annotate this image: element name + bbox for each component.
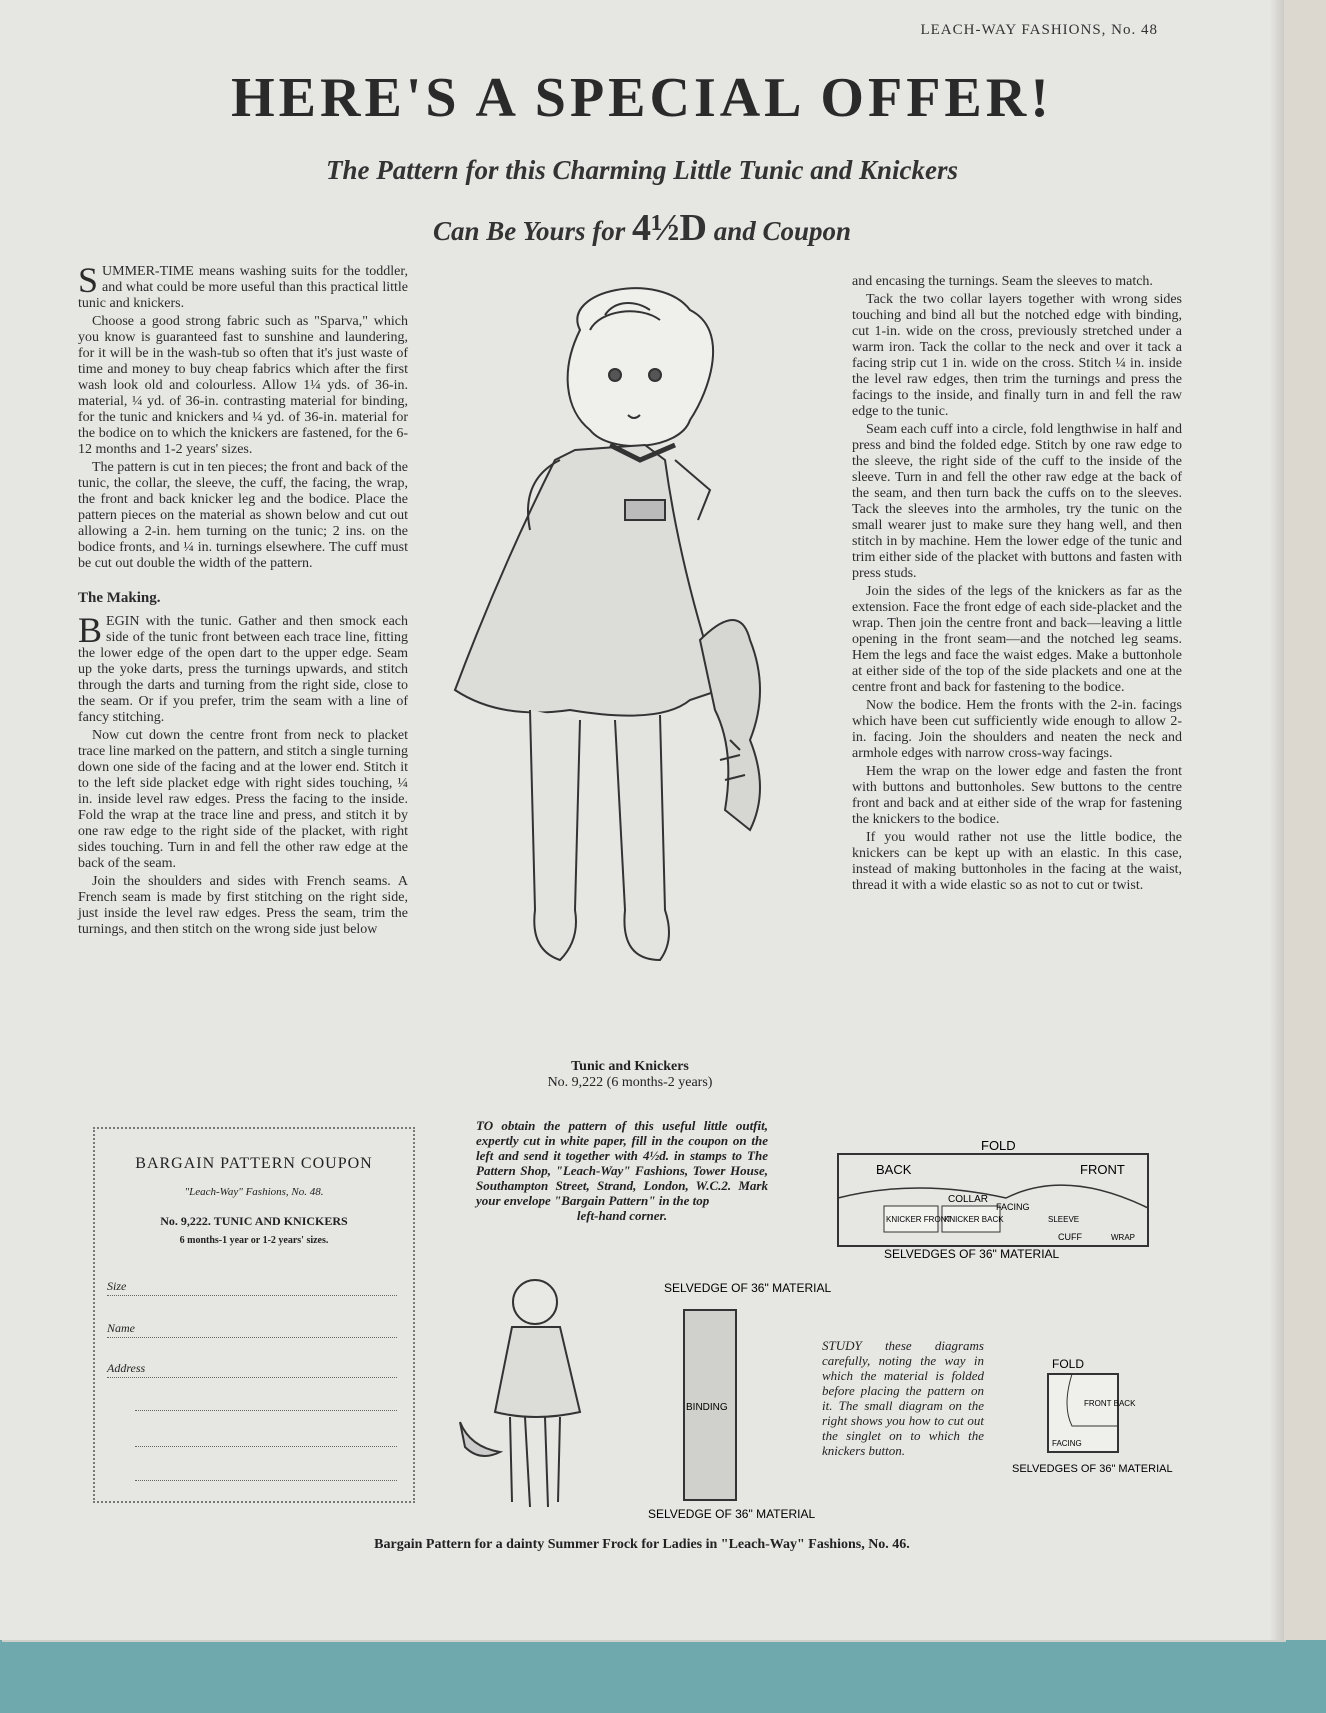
right-paragraph-2: Tack the two collar layers together with wrong sides touching and bind all but the notched edge with binding, cut 1-in. wide on the cross, previously stretched under a warm iron. Tack the collar to the neck and over it tack a facing strip cut 1 in. wide on the cross. Stitch ¼ in. inside the level raw edges, then trim the turnings and press the facings to the inside, and finally turn in and fell the raw edge to the tunic. <box>852 292 1182 419</box>
price-suffix: and Coupon <box>706 216 852 246</box>
right-paragraph-6: Hem the wrap on the lower edge and fasten the front with buttons and buttonholes. Sew buttons to the centre front and back and at either side of the wrap for fastening the knickers to the bodice. <box>852 764 1182 827</box>
left-column <box>78 260 408 940</box>
making-heading: The Making. <box>78 590 161 606</box>
binding-diagram <box>648 1280 832 1530</box>
making-paragraph-2: Now cut down the centre front from neck to placket trace line marked on the pattern, and stitch a single turning down one side of the facing and at the lower end. Stitch it to the left side placket edge with right sides touching, ¼ in. inside level raw edges. Press the facing to the inside. Fold the wrap at the trace line and press, and stitch it by one raw edge to the right side of the placket, with right sides touching. Turn in and fell the other raw edge at the back of the seam. <box>78 728 408 871</box>
binding-top-label: SELVEDGE OF 36" MATERIAL <box>664 1281 832 1295</box>
back-view-illustration <box>440 1272 610 1522</box>
headline: HERE'S A SPECIAL OFFER! <box>231 67 1053 129</box>
diagram-facing-label: FACING <box>996 1202 1030 1212</box>
fabric-paragraph: Choose a good strong fabric such as "Sparva," which you know is guaranteed fast to sunshine and laundering, for it will be in the wash-tub so often that it's just waste of time and money to buy cheap fabrics which after the first wash look old and colourless. Allow 1¼ yds. of 36-in. material, ¼ yd. of 36-in. contrasting material for binding, for the tunic and knickers and ¼ yd. of 36-in. material for the bodice on to which the knickers are fastened, for the 6-12 months and 1-2 years' sizes. <box>78 314 408 457</box>
coupon-address-line[interactable] <box>135 1409 397 1411</box>
diagram-knicker-front-label: KNICKER FRONT <box>886 1215 952 1224</box>
diagram-sleeve-label: SLEEVE <box>1048 1215 1080 1224</box>
right-paragraph-7: If you would rather not use the little bodice, the knickers can be kept up with an elastic. In this case, instead of making buttonholes in the facing at the waist, thread it with a wide elastic so as not to cut or twist. <box>852 830 1182 893</box>
price-amount: 4½D <box>632 207 707 249</box>
bodice-diagram <box>1012 1356 1173 1486</box>
diagram-collar-label: COLLAR <box>948 1194 989 1205</box>
price-line <box>0 206 1284 250</box>
diagram-knicker-back-label: KNICKER BACK <box>944 1215 1004 1224</box>
diagram-wrap-label: WRAP <box>1111 1233 1135 1242</box>
bargain-coupon[interactable] <box>93 1127 415 1503</box>
coupon-address-line[interactable] <box>135 1479 397 1481</box>
intro-paragraph: UMMER-TIME means washing suits for the toddler, and what could be more useful than this practical little tunic and knickers. <box>78 264 408 311</box>
diagram-fold-label: FOLD <box>981 1138 1016 1153</box>
right-paragraph-3: Seam each cuff into a circle, fold lengthwise in half and press and bind the folded edge. Stitch by one raw edge to the sleeve, the right side of the cuff to the inside of the sleeve. Turn in and fell the other raw edge at the back of the seam, and then turn back the cuffs on to the sleeves. Tack the sleeves into the armholes, try the tunic on the small wearer just to make sure they hang well, and then stitch in by machine. Hem the lower edge of the tunic and trim either side of the placket with buttons and fasten with press studs. <box>852 422 1182 581</box>
footer-note: Bargain Pattern for a dainty Summer Frock for Ladies in "Leach-Way" Fashions, No. 46. <box>374 1537 910 1552</box>
diagram-front-label: FRONT <box>1080 1162 1125 1177</box>
cutting-layout-diagram <box>836 1138 1152 1260</box>
order-text-last: left-hand corner. <box>576 1208 668 1223</box>
bodice-selvedges-label: SELVEDGES OF 36" MATERIAL <box>1012 1463 1173 1475</box>
illustration-caption <box>470 1059 790 1091</box>
caption-pattern-number: No. 9,222 (6 months-2 years) <box>547 1075 713 1090</box>
drop-cap: B <box>78 610 103 650</box>
order-instructions <box>476 1118 768 1223</box>
order-text: TO obtain the pattern of this useful little outfit, expertly cut in white paper, fill in the coupon on the left and send it together with 4½d. in stamps to The Pattern Shop, "Leach-Way" Fashions, Tower House, Southampton Street, Strand, London, W.C.2. Mark your envelope "Bargain Pattern" in the top <box>476 1118 768 1208</box>
coupon-size-field[interactable]: Size <box>107 1279 397 1296</box>
caption-title: Tunic and Knickers <box>571 1059 689 1074</box>
right-column <box>852 274 1182 896</box>
facing-page-edge <box>1284 0 1326 1640</box>
coupon-sizes: 6 months-1 year or 1-2 years' sizes. <box>179 1235 329 1246</box>
diagram-cuff-label: CUFF <box>1058 1232 1082 1242</box>
study-note: STUDY these diagrams carefully, noting the way in which the material is folded before placing the pattern on it. The small diagram on the right shows you how to cut out the singlet on to which the knickers button. <box>822 1338 984 1458</box>
bodice-facing-label: FACING <box>1052 1439 1082 1448</box>
running-head: LEACH-WAY FASHIONS, No. 48 <box>920 22 1158 38</box>
coupon-address-field[interactable]: Address <box>107 1361 397 1378</box>
binding-label: BINDING <box>686 1402 728 1413</box>
coupon-name-field[interactable]: Name <box>107 1321 397 1338</box>
binding-bottom-label: SELVEDGE OF 36" MATERIAL <box>648 1507 816 1521</box>
pattern-pieces-paragraph: The pattern is cut in ten pieces; the front and back of the tunic, the collar, the sleeve, the cuff, the facing, the wrap, the front and back knicker leg and the bodice. Place the pattern pieces on the material as shown below and cut out allowing a 2-in. hem turning on the tunic; 2 ins. on the bodice fronts, and ¼ in. turnings elsewhere. The cuff must be cut out double the width of the pattern. <box>78 460 408 571</box>
making-paragraph-1: EGIN with the tunic. Gather and then smock each side of the tunic front between each trace line, fitting the lower edge of the open dart to the upper edge. Seam up the yoke darts, press the turnings upwards, and stitch through the darts and turning from the right side, close to the seam. Or if you prefer, trim the seam with a line of fancy stitching. <box>78 614 408 725</box>
coupon-title: BARGAIN PATTERN COUPON <box>135 1155 373 1172</box>
coupon-item: No. 9,222. TUNIC AND KNICKERS <box>160 1214 348 1228</box>
right-paragraph-4: Join the sides of the legs of the knickers as far as the extension. Face the front edge of each side-placket and the wrap. Then join the centre front and back—leaving a little opening in the front seam—and the notched leg seams. Hem the legs and face the waist edges. Make a buttonhole at either side of the top of the side plackets and one at the centre front and back for fastening to the bodice. <box>852 584 1182 695</box>
toddler-illustration <box>440 270 860 1045</box>
bodice-front-back-label: FRONT BACK <box>1084 1399 1136 1408</box>
making-paragraph-3: Join the shoulders and sides with French seams. A French seam is made by first stitching on the right side, just inside the level raw edges. Press the seam, trim the turnings, and then stitch on the wrong side just below <box>78 874 408 937</box>
drop-cap: S <box>78 260 99 300</box>
bodice-fold-label: FOLD <box>1052 1357 1085 1371</box>
coupon-address-line[interactable] <box>135 1445 397 1447</box>
subheadline: The Pattern for this Charming Little Tunic and Knickers <box>325 155 959 185</box>
right-paragraph-5: Now the bodice. Hem the fronts with the 2-in. facings which have been cut sufficiently wide enough to allow 2-in. facing. Join the shoulders and neaten the neck and armhole edges with narrow cross-way facings. <box>852 698 1182 761</box>
price-prefix: Can Be Yours for <box>432 216 633 246</box>
diagram-selvedges-label: SELVEDGES OF 36" MATERIAL <box>884 1247 1060 1261</box>
right-paragraph-1: and encasing the turnings. Seam the sleeves to match. <box>852 274 1153 289</box>
coupon-source: "Leach-Way" Fashions, No. 48. <box>184 1186 324 1198</box>
diagram-back-label: BACK <box>876 1162 912 1177</box>
